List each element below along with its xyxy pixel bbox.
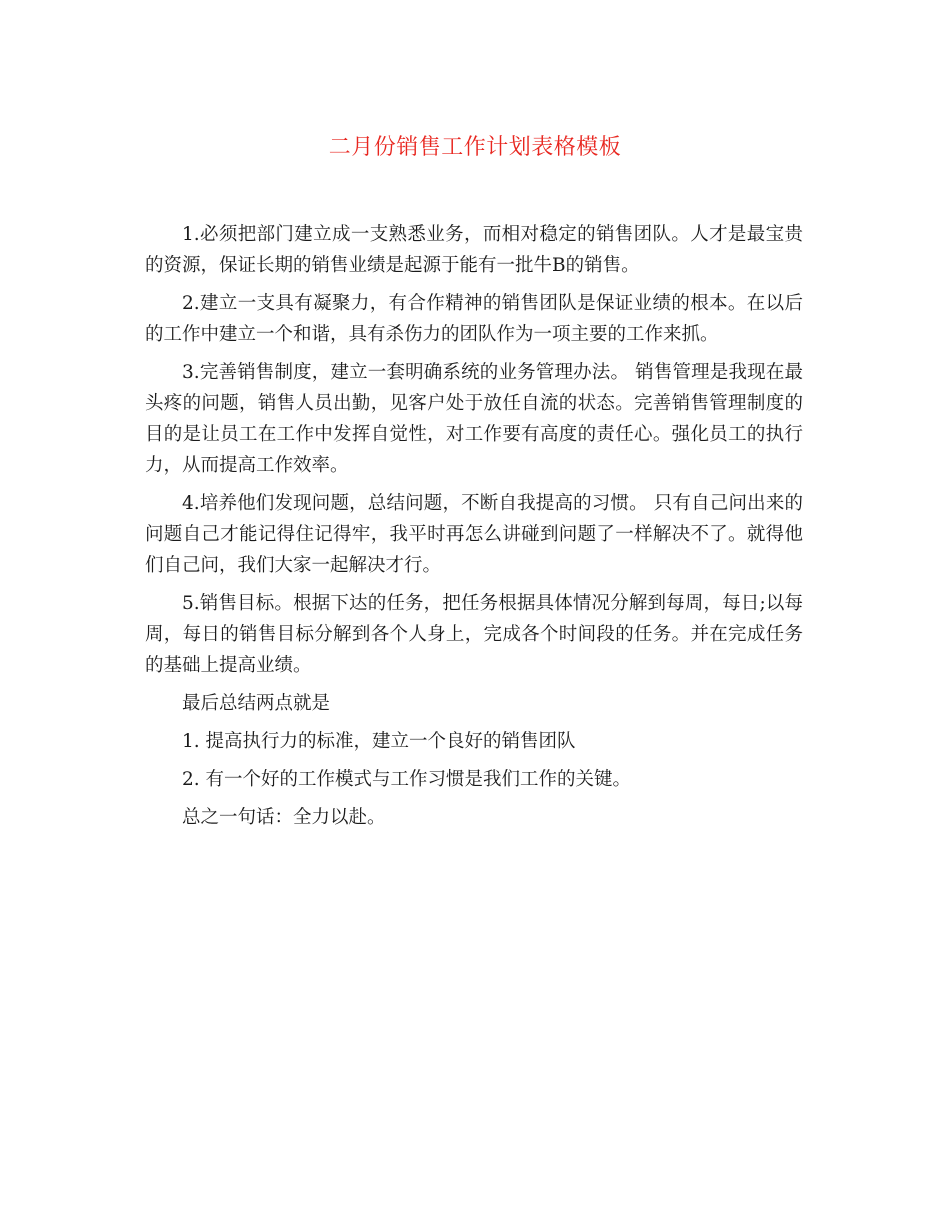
summary-point-1: 1. 提高执行力的标准，建立一个良好的销售团队 [182, 731, 576, 752]
paragraph-5: 5.销售目标。根据下达的任务，把任务根据具体情况分解到每周，每日;以每周，每日的销售目标分解到各个人身上，完成各个时间段的任务。并在完成任务的基础上提高业绩。 [145, 593, 803, 676]
summary-intro: 最后总结两点就是 [182, 693, 331, 714]
summary-point-2: 2. 有一个好的工作模式与工作习惯是我们工作的关键。 [182, 769, 632, 790]
paragraph-1: 1.必须把部门建立成一支熟悉业务，而相对稳定的销售团队。人才是最宝贵的资源，保证长期的销售业绩是起源于能有一批牛B的销售。 [145, 224, 803, 276]
document-title: 二月份销售工作计划表格模板 [328, 135, 622, 160]
paragraph-3: 3.完善销售制度，建立一套明确系统的业务管理办法。 销售管理是我现在最头疼的问题，销售人员出勤，见客户处于放任自流的状态。完善销售管理制度的目的是让员工在工作中发挥自觉性，对工作要有高度的责任心。强化员工的执行力，从而提高工作效率。 [145, 362, 803, 476]
closing-line: 总之一句话：全力以赴。 [182, 807, 386, 828]
paragraph-4: 4.培养他们发现问题，总结问题，不断自我提高的习惯。 只有自己问出来的问题自己才能记得住记得牢，我平时再怎么讲碰到问题了一样解决不了。就得他们自己问，我们大家一起解决才行。 [145, 493, 803, 576]
paragraph-2: 2.建立一支具有凝聚力，有合作精神的销售团队是保证业绩的根本。在以后的工作中建立一个和谐，具有杀伤力的团队作为一项主要的工作来抓。 [145, 293, 803, 345]
document-body [145, 219, 803, 840]
